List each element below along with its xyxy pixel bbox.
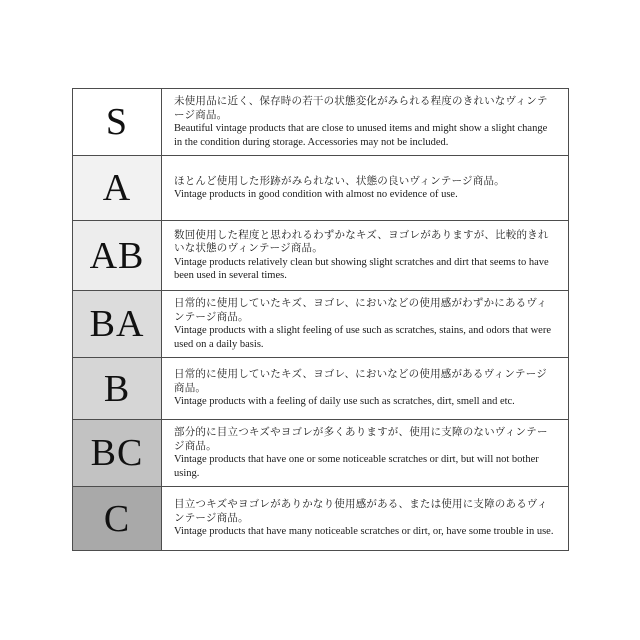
grade-description-cell [162, 420, 569, 487]
description-english: Vintage products relatively clean but showing slight scratches and dirt that seems to have been used in several times. [174, 256, 549, 281]
description-english: Vintage products in good condition with almost no evidence of use. [174, 189, 458, 200]
table-row [73, 420, 569, 487]
grade-label-b: B [73, 358, 162, 420]
grade-label-ba: BA [73, 291, 162, 358]
grade-description-cell [162, 291, 569, 358]
table-row [73, 89, 569, 156]
grade-description-cell [162, 221, 569, 291]
description-english: Vintage products with a slight feeling of use such as scratches, stains, and odors that were used on a daily basis. [174, 325, 551, 350]
grade-label-a: A [73, 156, 162, 221]
table-row [73, 156, 569, 221]
grade-description-cell [162, 487, 569, 551]
table-row [73, 487, 569, 551]
condition-grade-table [72, 88, 569, 551]
description-japanese: 数回使用した程度と思われるわずかなキズ、ヨゴレがありますが、比較的きれいな状態のヴィンテージ商品。 [174, 229, 549, 254]
description-english: Vintage products that have many noticeable scratches or dirt, or, have some trouble in use. [174, 526, 554, 538]
grade-label-s: S [73, 89, 162, 156]
table-row [73, 291, 569, 358]
description-japanese: 日常的に使用していたキズ、ヨゴレ、においなどの使用感がわずかにあるヴィンテージ商品。 [174, 298, 548, 323]
description-english: Beautiful vintage products that are close to unused items and might show a slight change in the condition during storage. Accessories may not be included. [174, 123, 548, 148]
grade-description-cell [162, 89, 569, 156]
description-japanese: 未使用品に近く、保存時の若干の状態変化がみられる程度のきれいなヴィンテージ商品。 [174, 96, 548, 121]
grade-description-cell [162, 358, 569, 420]
grade-label-ab: AB [73, 221, 162, 291]
description-english: Vintage products with a feeling of daily use such as scratches, dirt, smell and etc. [174, 396, 515, 408]
grade-label-c: C [73, 487, 162, 551]
table-row [73, 358, 569, 420]
description-japanese: 日常的に使用していたキズ、ヨゴレ、においなどの使用感があるヴィンテージ商品。 [174, 369, 547, 394]
grade-description-cell [162, 156, 569, 221]
grade-label-bc: BC [73, 420, 162, 487]
description-english: Vintage products that have one or some noticeable scratches or dirt, but will not bother using. [174, 454, 539, 479]
description-japanese: ほとんど使用した形跡がみられない、状態の良いヴィンテージ商品。 [174, 175, 505, 187]
description-japanese: 部分的に目立つキズやヨゴレが多くありますが、使用に支障のないヴィンテージ商品。 [174, 427, 548, 452]
description-japanese: 目立つキズやヨゴレがありかなり使用感がある、または使用に支障のあるヴィンテージ商品。 [174, 499, 548, 524]
table-row [73, 221, 569, 291]
